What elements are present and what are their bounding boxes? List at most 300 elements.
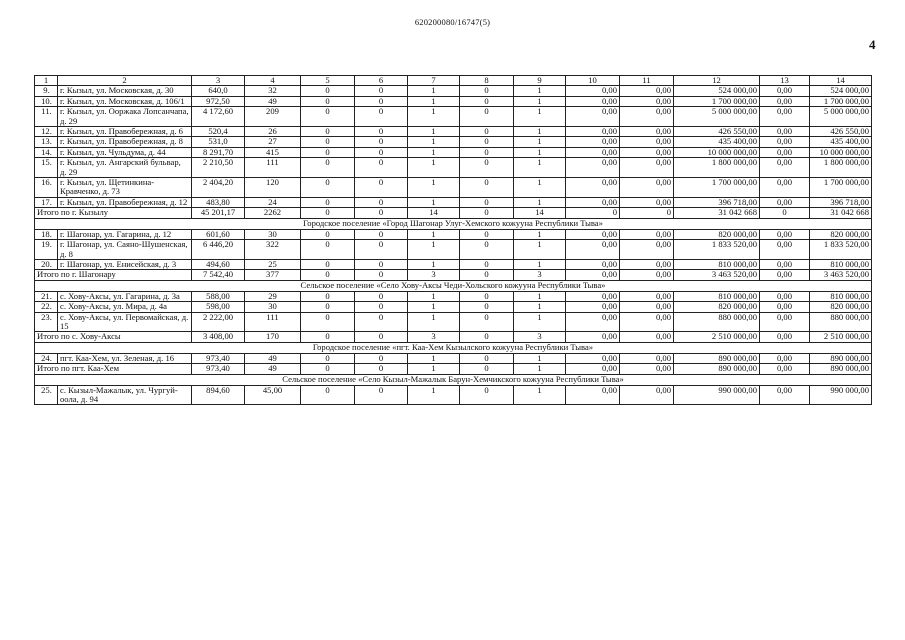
section-title: Сельское поселение «Село Хову-Аксы Чеди-Хольского кожууна Республики Тыва» (35, 281, 872, 291)
value-cell: 32 (245, 86, 301, 96)
value-cell: 0 (355, 127, 408, 137)
value-cell: 396 718,00 (674, 197, 760, 207)
value-cell: 0 (301, 229, 355, 239)
total-label: Итого по г. Кызылу (35, 208, 192, 219)
total-value: 3 463 520,00 (674, 270, 760, 281)
value-cell: 0,00 (760, 353, 810, 363)
table-row (35, 197, 872, 207)
value-cell: 0 (460, 147, 514, 157)
value-cell: 483,80 (192, 197, 245, 207)
value-cell: 0,00 (760, 86, 810, 96)
value-cell: 0,00 (760, 158, 810, 178)
value-cell: 0 (460, 178, 514, 198)
total-value: 0 (460, 208, 514, 219)
value-cell: 0 (355, 291, 408, 301)
total-value: 3 463 520,00 (810, 270, 872, 281)
value-cell: 1 (514, 291, 566, 301)
address-cell: с. Хову-Аксы, ул. Мира, д. 4а (58, 302, 192, 312)
section-title: Городское поселение «пгт. Каа-Хем Кызылского кожууна Республики Тыва» (35, 343, 872, 353)
value-cell: 49 (245, 96, 301, 106)
section-row (35, 281, 872, 291)
total-value: 2 510 000,00 (674, 332, 760, 343)
value-cell: 0 (460, 197, 514, 207)
header-row (35, 76, 872, 86)
total-value: 49 (245, 364, 301, 375)
value-cell: 0 (460, 96, 514, 106)
section-row (35, 343, 872, 353)
value-cell: 0,00 (760, 259, 810, 269)
value-cell: 0 (301, 158, 355, 178)
column-number: 13 (760, 76, 810, 86)
value-cell: 0,00 (620, 96, 674, 106)
total-value: 890 000,00 (810, 364, 872, 375)
value-cell: 0 (460, 353, 514, 363)
value-cell: 1 (514, 385, 566, 405)
value-cell: 0 (301, 197, 355, 207)
total-value: 0 (355, 364, 408, 375)
total-row (35, 364, 872, 375)
value-cell: 1 (514, 96, 566, 106)
address-cell: г. Кызыл, ул. Ооржака Лопсанчапа, д. 29 (58, 107, 192, 127)
value-cell: 30 (245, 302, 301, 312)
value-cell: 810 000,00 (810, 291, 872, 301)
table-row (35, 178, 872, 198)
row-number: 24. (35, 353, 58, 363)
address-cell: пгт. Каа-Хем, ул. Зеленая, д. 16 (58, 353, 192, 363)
value-cell: 0,00 (760, 127, 810, 137)
value-cell: 1 (514, 240, 566, 260)
value-cell: 0,00 (566, 240, 620, 260)
value-cell: 1 (408, 107, 460, 127)
total-value: 31 042 668 (810, 208, 872, 219)
value-cell: 0,00 (566, 147, 620, 157)
value-cell: 6 446,20 (192, 240, 245, 260)
value-cell: 0,00 (566, 86, 620, 96)
value-cell: 0 (460, 107, 514, 127)
address-cell: г. Кызыл, ул. Московская, д. 30 (58, 86, 192, 96)
value-cell: 0,00 (620, 385, 674, 405)
value-cell: 0,00 (566, 385, 620, 405)
address-cell: г. Шагонар, ул. Саяно-Шушенская, д. 8 (58, 240, 192, 260)
address-cell: с. Кызыл-Мажалык, ул. Чургуй-оола, д. 94 (58, 385, 192, 405)
row-number: 10. (35, 96, 58, 106)
column-number: 12 (674, 76, 760, 86)
total-value: 0 (460, 364, 514, 375)
value-cell: 0,00 (620, 240, 674, 260)
value-cell: 0 (301, 107, 355, 127)
total-value: 0,00 (620, 332, 674, 343)
total-value: 0 (301, 332, 355, 343)
value-cell: 524 000,00 (674, 86, 760, 96)
value-cell: 0 (355, 137, 408, 147)
address-cell: г. Кызыл, ул. Правобережная, д. 6 (58, 127, 192, 137)
value-cell: 30 (245, 229, 301, 239)
value-cell: 0,00 (620, 302, 674, 312)
table-row (35, 96, 872, 106)
value-cell: 1 (514, 229, 566, 239)
value-cell: 2 404,20 (192, 178, 245, 198)
row-number: 21. (35, 291, 58, 301)
value-cell: 0 (301, 127, 355, 137)
value-cell: 810 000,00 (810, 259, 872, 269)
row-number: 19. (35, 240, 58, 260)
value-cell: 10 000 000,00 (810, 147, 872, 157)
value-cell: 49 (245, 353, 301, 363)
value-cell: 601,60 (192, 229, 245, 239)
column-number: 7 (408, 76, 460, 86)
value-cell: 1 (514, 86, 566, 96)
total-value: 1 (408, 364, 460, 375)
table-row (35, 158, 872, 178)
value-cell: 1 (408, 302, 460, 312)
column-number: 9 (514, 76, 566, 86)
value-cell: 810 000,00 (674, 291, 760, 301)
total-row (35, 270, 872, 281)
value-cell: 0,00 (620, 158, 674, 178)
value-cell: 322 (245, 240, 301, 260)
total-value: 0,00 (566, 270, 620, 281)
value-cell: 0 (460, 127, 514, 137)
value-cell: 0,00 (620, 107, 674, 127)
value-cell: 0,00 (566, 302, 620, 312)
total-value: 973,40 (192, 364, 245, 375)
value-cell: 0,00 (566, 96, 620, 106)
value-cell: 24 (245, 197, 301, 207)
value-cell: 209 (245, 107, 301, 127)
value-cell: 1 (514, 127, 566, 137)
value-cell: 0,00 (620, 178, 674, 198)
page-number: 4 (869, 37, 876, 52)
value-cell: 0 (355, 197, 408, 207)
value-cell: 0 (301, 240, 355, 260)
value-cell: 0,00 (566, 158, 620, 178)
value-cell: 588,00 (192, 291, 245, 301)
address-cell: г. Кызыл, ул. Чульдума, д. 44 (58, 147, 192, 157)
row-number: 11. (35, 107, 58, 127)
total-label: Итого по г. Шагонару (35, 270, 192, 281)
table-row (35, 385, 872, 405)
total-value: 3 408,00 (192, 332, 245, 343)
value-cell: 396 718,00 (810, 197, 872, 207)
value-cell: 820 000,00 (810, 229, 872, 239)
total-value: 0 (355, 332, 408, 343)
column-number: 8 (460, 76, 514, 86)
total-value: 0,00 (620, 270, 674, 281)
value-cell: 120 (245, 178, 301, 198)
value-cell: 1 (408, 127, 460, 137)
total-value: 3 (514, 332, 566, 343)
value-cell: 820 000,00 (674, 302, 760, 312)
total-value: 0 (301, 270, 355, 281)
section-title: Сельское поселение «Село Кызыл-Мажалык Барун-Хемчикского кожууна Республики Тыва» (35, 375, 872, 385)
value-cell: 0,00 (620, 259, 674, 269)
table-row (35, 229, 872, 239)
value-cell: 1 (408, 178, 460, 198)
value-cell: 0,00 (566, 107, 620, 127)
value-cell: 0,00 (760, 137, 810, 147)
value-cell: 0,00 (620, 147, 674, 157)
value-cell: 0,00 (566, 178, 620, 198)
value-cell: 435 400,00 (674, 137, 760, 147)
value-cell: 0,00 (760, 229, 810, 239)
total-value: 0 (355, 208, 408, 219)
value-cell: 0 (301, 291, 355, 301)
value-cell: 894,60 (192, 385, 245, 405)
total-value: 0 (620, 208, 674, 219)
total-label: Итого по с. Хову-Аксы (35, 332, 192, 343)
value-cell: 0 (460, 137, 514, 147)
value-cell: 0,00 (620, 197, 674, 207)
value-cell: 1 (408, 291, 460, 301)
row-number: 18. (35, 229, 58, 239)
table-row (35, 147, 872, 157)
value-cell: 1 (408, 229, 460, 239)
address-cell: г. Кызыл, ул. Ангарский бульвар, д. 29 (58, 158, 192, 178)
value-cell: 1 800 000,00 (810, 158, 872, 178)
value-cell: 0 (460, 158, 514, 178)
value-cell: 1 833 520,00 (810, 240, 872, 260)
value-cell: 0 (355, 353, 408, 363)
value-cell: 1 (408, 240, 460, 260)
value-cell: 1 700 000,00 (674, 96, 760, 106)
value-cell: 880 000,00 (674, 312, 760, 332)
row-number: 14. (35, 147, 58, 157)
value-cell: 1 700 000,00 (674, 178, 760, 198)
total-value: 0 (355, 270, 408, 281)
value-cell: 1 (408, 197, 460, 207)
total-value: 0 (301, 208, 355, 219)
value-cell: 10 000 000,00 (674, 147, 760, 157)
value-cell: 1 (408, 312, 460, 332)
value-cell: 0,00 (760, 302, 810, 312)
value-cell: 0 (460, 240, 514, 260)
row-number: 16. (35, 178, 58, 198)
value-cell: 415 (245, 147, 301, 157)
total-value: 377 (245, 270, 301, 281)
value-cell: 26 (245, 127, 301, 137)
value-cell: 0,00 (760, 96, 810, 106)
table-row (35, 259, 872, 269)
total-value: 14 (408, 208, 460, 219)
value-cell: 0,00 (760, 291, 810, 301)
value-cell: 1 (408, 96, 460, 106)
value-cell: 1 (408, 158, 460, 178)
value-cell: 0,00 (566, 127, 620, 137)
value-cell: 0,00 (620, 86, 674, 96)
value-cell: 1 800 000,00 (674, 158, 760, 178)
value-cell: 1 (514, 137, 566, 147)
table-row (35, 353, 872, 363)
value-cell: 25 (245, 259, 301, 269)
value-cell: 640,0 (192, 86, 245, 96)
address-cell: г. Шагонар, ул. Гагарина, д. 12 (58, 229, 192, 239)
column-number: 1 (35, 76, 58, 86)
value-cell: 1 833 520,00 (674, 240, 760, 260)
total-value: 0,00 (566, 364, 620, 375)
value-cell: 990 000,00 (810, 385, 872, 405)
value-cell: 0 (301, 96, 355, 106)
value-cell: 1 (408, 147, 460, 157)
value-cell: 0,00 (620, 291, 674, 301)
value-cell: 45,00 (245, 385, 301, 405)
value-cell: 5 000 000,00 (674, 107, 760, 127)
total-value: 0 (460, 332, 514, 343)
value-cell: 890 000,00 (810, 353, 872, 363)
value-cell: 1 (514, 178, 566, 198)
value-cell: 0 (301, 147, 355, 157)
value-cell: 1 (408, 385, 460, 405)
table-row (35, 137, 872, 147)
value-cell: 0,00 (760, 107, 810, 127)
value-cell: 426 550,00 (674, 127, 760, 137)
row-number: 15. (35, 158, 58, 178)
value-cell: 0,00 (566, 259, 620, 269)
value-cell: 598,00 (192, 302, 245, 312)
table-row (35, 240, 872, 260)
value-cell: 520,4 (192, 127, 245, 137)
value-cell: 1 (408, 137, 460, 147)
total-row (35, 332, 872, 343)
value-cell: 111 (245, 158, 301, 178)
total-value: 0,00 (760, 364, 810, 375)
value-cell: 531,0 (192, 137, 245, 147)
value-cell: 0,00 (620, 137, 674, 147)
total-value: 0,00 (566, 332, 620, 343)
value-cell: 0 (355, 178, 408, 198)
register-table-body (35, 76, 872, 405)
value-cell: 0 (301, 178, 355, 198)
total-value: 890 000,00 (674, 364, 760, 375)
value-cell: 990 000,00 (674, 385, 760, 405)
row-number: 25. (35, 385, 58, 405)
value-cell: 0 (301, 137, 355, 147)
address-cell: г. Кызыл, ул. Правобережная, д. 8 (58, 137, 192, 147)
value-cell: 8 291,70 (192, 147, 245, 157)
table-row (35, 291, 872, 301)
value-cell: 111 (245, 312, 301, 332)
row-number: 9. (35, 86, 58, 96)
total-value: 2262 (245, 208, 301, 219)
value-cell: 973,40 (192, 353, 245, 363)
value-cell: 810 000,00 (674, 259, 760, 269)
value-cell: 0 (355, 240, 408, 260)
table-row (35, 302, 872, 312)
value-cell: 0 (355, 107, 408, 127)
value-cell: 820 000,00 (674, 229, 760, 239)
value-cell: 524 000,00 (810, 86, 872, 96)
value-cell: 2 210,50 (192, 158, 245, 178)
table-row (35, 127, 872, 137)
value-cell: 0 (460, 302, 514, 312)
total-value: 0,00 (760, 270, 810, 281)
row-number: 22. (35, 302, 58, 312)
value-cell: 0 (355, 96, 408, 106)
value-cell: 0 (460, 259, 514, 269)
value-cell: 0 (355, 302, 408, 312)
section-row (35, 219, 872, 229)
total-value: 3 (408, 332, 460, 343)
value-cell: 0,00 (760, 312, 810, 332)
register-table (34, 75, 872, 405)
value-cell: 0 (355, 229, 408, 239)
value-cell: 0 (355, 385, 408, 405)
value-cell: 0 (355, 259, 408, 269)
value-cell: 0,00 (760, 240, 810, 260)
value-cell: 0,00 (760, 178, 810, 198)
total-value: 14 (514, 208, 566, 219)
value-cell: 0 (460, 229, 514, 239)
value-cell: 5 000 000,00 (810, 107, 872, 127)
value-cell: 0 (301, 86, 355, 96)
value-cell: 0 (301, 312, 355, 332)
section-row (35, 375, 872, 385)
table-row (35, 86, 872, 96)
value-cell: 0 (301, 353, 355, 363)
total-value: 0 (760, 208, 810, 219)
total-label: Итого по пгт. Каа-Хем (35, 364, 192, 375)
column-number: 14 (810, 76, 872, 86)
value-cell: 2 222,00 (192, 312, 245, 332)
address-cell: г. Кызыл, ул. Правобережная, д. 12 (58, 197, 192, 207)
value-cell: 27 (245, 137, 301, 147)
value-cell: 0 (460, 86, 514, 96)
total-value: 7 542,40 (192, 270, 245, 281)
total-value: 31 042 668 (674, 208, 760, 219)
value-cell: 0,00 (760, 385, 810, 405)
column-number: 6 (355, 76, 408, 86)
value-cell: 1 (514, 147, 566, 157)
address-cell: с. Хову-Аксы, ул. Первомайская, д. 15 (58, 312, 192, 332)
value-cell: 972,50 (192, 96, 245, 106)
value-cell: 0 (355, 158, 408, 178)
value-cell: 4 172,60 (192, 107, 245, 127)
value-cell: 1 (514, 107, 566, 127)
value-cell: 0 (355, 312, 408, 332)
value-cell: 1 700 000,00 (810, 96, 872, 106)
total-value: 0,00 (760, 332, 810, 343)
total-row (35, 208, 872, 219)
value-cell: 0,00 (566, 197, 620, 207)
table-row (35, 312, 872, 332)
value-cell: 1 (514, 353, 566, 363)
value-cell: 0,00 (760, 197, 810, 207)
value-cell: 0 (355, 147, 408, 157)
total-value: 3 (408, 270, 460, 281)
value-cell: 0 (301, 259, 355, 269)
value-cell: 0,00 (566, 291, 620, 301)
column-number: 4 (245, 76, 301, 86)
value-cell: 1 (514, 302, 566, 312)
value-cell: 0,00 (760, 147, 810, 157)
total-value: 0 (566, 208, 620, 219)
value-cell: 1 (408, 86, 460, 96)
value-cell: 0,00 (566, 229, 620, 239)
column-number: 11 (620, 76, 674, 86)
value-cell: 435 400,00 (810, 137, 872, 147)
row-number: 23. (35, 312, 58, 332)
total-value: 45 201,17 (192, 208, 245, 219)
document-number: 620200080/16747(5) (414, 17, 491, 27)
column-number: 3 (192, 76, 245, 86)
column-number: 2 (58, 76, 192, 86)
table-row (35, 107, 872, 127)
address-cell: г. Кызыл, ул. Щетинкина-Кравченко, д. 73 (58, 178, 192, 198)
value-cell: 0,00 (566, 137, 620, 147)
section-title: Городское поселение «Город Шагонар Улуг-Хемского кожууна Республики Тыва» (35, 219, 872, 229)
total-value: 0,00 (620, 364, 674, 375)
value-cell: 0,00 (620, 127, 674, 137)
total-value: 170 (245, 332, 301, 343)
